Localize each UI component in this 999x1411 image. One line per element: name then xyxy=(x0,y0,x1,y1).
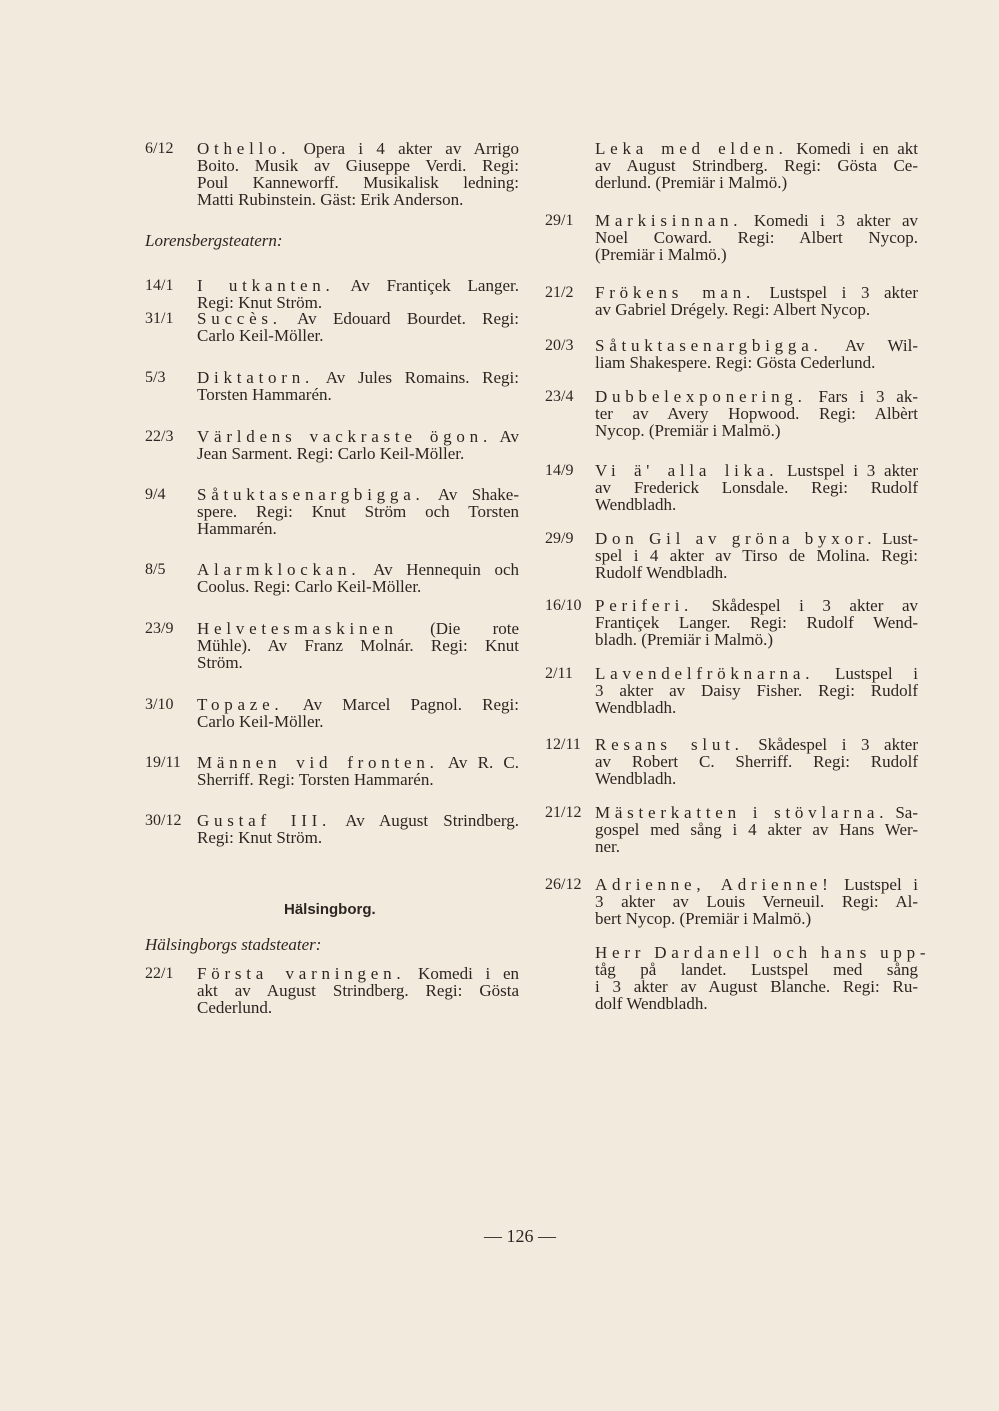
entry-text xyxy=(197,369,519,403)
entry-text xyxy=(197,140,519,208)
text-line xyxy=(595,961,918,978)
entry-description: 3 akter av Louis Verneuil. Regi: Al- xyxy=(595,892,918,911)
entry-description: Mühle). Av Franz Molnár. Regi: Knut xyxy=(197,636,519,655)
entry-description: Matti Rubinstein. Gäst: Erik Anderson. xyxy=(197,190,464,209)
entry-description: Komedi i en xyxy=(405,964,519,983)
text-line xyxy=(197,386,519,403)
entry-text xyxy=(595,943,931,1013)
play-title: Succès. xyxy=(197,309,282,328)
play-title: Världens vackraste ögon. xyxy=(197,427,492,446)
text-line xyxy=(595,631,918,648)
entry-description: Av Jules Romains. Regi: xyxy=(314,368,519,387)
text-line xyxy=(595,736,918,753)
play-title: Topaze. xyxy=(197,695,284,714)
text-line xyxy=(595,388,918,405)
text-line xyxy=(595,337,918,354)
entry-description: Av Shake- xyxy=(424,485,519,504)
entry-date: 21/12 xyxy=(545,804,582,821)
text-line xyxy=(197,965,519,982)
play-title: Mästerkatten i stövlarna. xyxy=(595,803,889,822)
entry-description: 3 akter av Daisy Fisher. Regi: Rudolf xyxy=(595,681,918,700)
text-line xyxy=(595,597,918,614)
text-line xyxy=(197,637,519,654)
entry-description: Komedi i 3 akter av xyxy=(742,211,918,230)
entry-date: 8/5 xyxy=(145,561,166,578)
text-line xyxy=(595,910,918,927)
text-line xyxy=(595,422,918,439)
entry-date: 29/9 xyxy=(545,530,574,547)
entry-date: 3/10 xyxy=(145,696,174,713)
entry-description: ner. xyxy=(595,837,621,856)
text-line xyxy=(197,486,519,503)
text-line xyxy=(595,876,918,893)
text-line xyxy=(197,277,519,294)
text-line xyxy=(197,310,519,327)
play-title: Frökens man. xyxy=(595,283,755,302)
text-line xyxy=(595,547,918,564)
entry-text xyxy=(595,140,918,191)
play-title: Markisinnan. xyxy=(595,211,743,230)
entry-text xyxy=(595,804,918,855)
entry-description: Komedi i en akt xyxy=(787,139,918,158)
text-line xyxy=(595,821,918,838)
entry-description: Boito. Musik av Giuseppe Verdi. Regi: xyxy=(197,156,519,175)
entry-text xyxy=(197,486,519,537)
text-line xyxy=(197,174,519,191)
entry-description: spel i 4 akter av Tirso de Molina. Regi: xyxy=(595,546,918,565)
entry-text xyxy=(595,388,918,439)
entry-text xyxy=(595,462,918,513)
text-line xyxy=(595,995,918,1012)
play-title: Adrienne, Adrienne! xyxy=(595,875,833,894)
play-title: Första varningen. xyxy=(197,964,406,983)
text-line xyxy=(197,191,519,208)
text-line xyxy=(595,770,918,787)
text-line xyxy=(197,829,519,846)
entry-description: Lust- xyxy=(876,529,918,548)
text-line xyxy=(197,140,519,157)
section-heading-halsingborgs-stadsteater: Hälsingborgs stadsteater: xyxy=(145,935,322,954)
text-line xyxy=(197,771,519,788)
text-line xyxy=(197,999,519,1016)
entry-description: Wendbladh. xyxy=(595,769,677,788)
text-line xyxy=(197,713,519,730)
entry-description: Lustspel i xyxy=(832,875,918,894)
entry-text xyxy=(595,736,918,787)
entry-description: spere. Regi: Knut Ström och Torsten xyxy=(197,502,519,521)
play-title: Othello. xyxy=(197,139,291,158)
text-line xyxy=(197,696,519,713)
entry-date: 6/12 xyxy=(145,140,174,157)
text-line xyxy=(595,479,918,496)
entry-description: Frantiçek Langer. Regi: Rudolf Wend- xyxy=(595,613,918,632)
text-line xyxy=(595,530,918,547)
entry-date: 30/12 xyxy=(145,812,182,829)
entry-text xyxy=(595,337,918,371)
entry-description: liam Shakespere. Regi: Gösta Cederlund. xyxy=(595,353,876,372)
entry-description: Wendbladh. xyxy=(595,495,677,514)
text-line xyxy=(595,614,918,631)
entry-description: akt av August Strindberg. Regi: Gösta xyxy=(197,981,519,1000)
entry-description: gospel med sång i 4 akter av Hans Wer- xyxy=(595,820,918,839)
entry-text xyxy=(595,284,918,318)
entry-text xyxy=(197,561,519,595)
entry-text xyxy=(197,428,519,462)
entry-date: 2/11 xyxy=(545,665,573,682)
entry-description: Regi: Knut Ström. xyxy=(197,293,323,312)
entry-description: (Premiär i Malmö.) xyxy=(595,245,727,264)
entry-date: 23/9 xyxy=(145,620,174,637)
entry-date: 9/4 xyxy=(145,486,166,503)
entry-description: Skådespel i 3 akter xyxy=(743,735,918,754)
play-title: Alarmklockan. xyxy=(197,560,361,579)
play-title: Såtuktasenargbigga. xyxy=(595,336,823,355)
entry-description: Av Wil- xyxy=(822,336,918,355)
play-title: Resans slut. xyxy=(595,735,744,754)
entry-text xyxy=(595,597,918,648)
entry-date: 14/1 xyxy=(145,277,174,294)
entry-text xyxy=(595,665,918,716)
section-heading-lorensbergsteatern: Lorensbergsteatern: xyxy=(145,231,283,250)
text-line xyxy=(595,301,918,318)
text-line xyxy=(197,428,519,445)
entry-description: Av Marcel Pagnol. Regi: xyxy=(283,695,519,714)
text-line xyxy=(595,496,918,513)
text-line xyxy=(595,462,918,479)
text-line xyxy=(197,754,519,771)
text-line xyxy=(595,157,918,174)
text-line xyxy=(197,578,519,595)
entry-description: Sa- xyxy=(888,803,918,822)
entry-date: 5/3 xyxy=(145,369,166,386)
text-line xyxy=(197,520,519,537)
text-line xyxy=(595,978,918,995)
entry-description: av August Strindberg. Regi: Gösta Ce- xyxy=(595,156,918,175)
entry-description: av Gabriel Drégely. Regi: Albert Nycop. xyxy=(595,300,871,319)
play-title: Don Gil av gröna byxor. xyxy=(595,529,877,548)
entry-description: Hammarén. xyxy=(197,519,277,538)
play-title: Diktatorn. xyxy=(197,368,315,387)
text-line xyxy=(595,212,918,229)
text-line xyxy=(197,327,519,344)
entry-description: Av R. C. xyxy=(438,753,519,772)
text-line xyxy=(595,354,918,371)
text-line xyxy=(595,174,918,191)
entry-description: Poul Kanneworff. Musikalisk ledning: xyxy=(197,173,519,192)
entry-text xyxy=(197,620,519,671)
entry-description: Av xyxy=(491,427,520,446)
entry-description: Wendbladh. xyxy=(595,698,677,717)
entry-description: av Robert C. Sherriff. Regi: Rudolf xyxy=(595,752,918,771)
text-line xyxy=(595,682,918,699)
play-title: Herr Dardanell och hans upp- xyxy=(595,943,931,962)
entry-text xyxy=(197,965,519,1016)
text-line xyxy=(595,405,918,422)
text-line xyxy=(595,140,918,157)
entry-date: 20/3 xyxy=(545,337,574,354)
text-line xyxy=(197,620,519,637)
play-title: Männen vid fronten. xyxy=(197,753,439,772)
entry-date: 29/1 xyxy=(545,212,574,229)
entry-description: Opera i 4 akter av Arrigo xyxy=(290,139,519,158)
play-title: Gustaf III. xyxy=(197,811,332,830)
entry-description: Cederlund. xyxy=(197,998,273,1017)
text-line xyxy=(595,564,918,581)
entry-description: Noel Coward. Regi: Albert Nycop. xyxy=(595,228,918,247)
text-line xyxy=(197,654,519,671)
entry-description: Skådespel i 3 akter av xyxy=(693,596,918,615)
entry-text xyxy=(197,754,519,788)
entry-description: Torsten Hammarén. xyxy=(197,385,332,404)
entry-text xyxy=(197,277,519,311)
text-line xyxy=(197,157,519,174)
text-line xyxy=(595,699,918,716)
text-line xyxy=(595,893,918,910)
entry-description: tåg på landet. Lustspel med sång xyxy=(595,960,918,979)
entry-description: Carlo Keil-Möller. xyxy=(197,326,324,345)
text-line xyxy=(197,445,519,462)
play-title: Dubbelexponering. xyxy=(595,387,807,406)
text-line xyxy=(197,561,519,578)
entry-description: bladh. (Premiär i Malmö.) xyxy=(595,630,773,649)
entry-description: Regi: Knut Ström. xyxy=(197,828,323,847)
entry-date: 22/3 xyxy=(145,428,174,445)
page-number: — 126 — xyxy=(484,1226,556,1246)
entry-text xyxy=(197,696,519,730)
entry-date: 12/11 xyxy=(545,736,581,753)
entry-text xyxy=(595,212,918,263)
text-line xyxy=(197,503,519,520)
play-title: I utkanten. xyxy=(197,276,335,295)
play-title: Periferi. xyxy=(595,596,694,615)
entry-description: dolf Wendbladh. xyxy=(595,994,708,1013)
entry-description: Jean Sarment. Regi: Carlo Keil-Möller. xyxy=(197,444,465,463)
text-line xyxy=(595,665,918,682)
entry-description: Lustspel i 3 akter xyxy=(778,461,919,480)
entry-description: derlund. (Premiär i Malmö.) xyxy=(595,173,788,192)
entry-description: av Frederick Lonsdale. Regi: Rudolf xyxy=(595,478,918,497)
entry-description: Carlo Keil-Möller. xyxy=(197,712,324,731)
entry-date: 22/1 xyxy=(145,965,174,982)
city-heading-halsingborg: Hälsingborg. xyxy=(284,901,376,918)
entry-description: ter av Avery Hopwood. Regi: Albèrt xyxy=(595,404,918,423)
entry-date: 16/10 xyxy=(545,597,582,614)
entry-description: (Die rote xyxy=(397,619,519,638)
entry-description: Av Hennequin och xyxy=(360,560,519,579)
play-title: Vi ä' alla lika. xyxy=(595,461,779,480)
entry-description: Av Frantiçek Langer. xyxy=(334,276,519,295)
play-title: Helvetesmaskinen xyxy=(197,619,398,638)
entry-date: 21/2 xyxy=(545,284,574,301)
entry-description: Rudolf Wendbladh. xyxy=(595,563,728,582)
entry-description: Sherriff. Regi: Torsten Hammarén. xyxy=(197,770,434,789)
entry-text xyxy=(197,310,519,344)
text-line xyxy=(595,943,931,962)
play-title: Såtuktasenargbigga. xyxy=(197,485,425,504)
play-title: Leka med elden. xyxy=(595,139,788,158)
entry-description: Lustspel i 3 akter xyxy=(754,283,918,302)
entry-text xyxy=(595,876,918,927)
entry-date: 26/12 xyxy=(545,876,582,893)
text-line xyxy=(197,369,519,386)
text-line xyxy=(595,246,918,263)
entry-description: Lustspel i xyxy=(814,664,918,683)
entry-description: Coolus. Regi: Carlo Keil-Möller. xyxy=(197,577,422,596)
entry-text xyxy=(595,530,918,581)
text-line xyxy=(197,812,519,829)
entry-date: 31/1 xyxy=(145,310,174,327)
text-line xyxy=(595,838,918,855)
text-line xyxy=(595,229,918,246)
text-line xyxy=(595,284,918,301)
entry-description: i 3 akter av August Blanche. Regi: Ru- xyxy=(595,977,918,996)
entry-description: Av Edouard Bourdet. Regi: xyxy=(281,309,519,328)
entry-text xyxy=(197,812,519,846)
entry-date: 23/4 xyxy=(545,388,574,405)
entry-description: Av August Strindberg. xyxy=(331,811,520,830)
entry-description: Ström. xyxy=(197,653,243,672)
text-line xyxy=(197,982,519,999)
entry-description: bert Nycop. (Premiär i Malmö.) xyxy=(595,909,812,928)
entry-date: 19/11 xyxy=(145,754,181,771)
entry-description: Fars i 3 ak- xyxy=(806,387,918,406)
text-line xyxy=(595,804,918,821)
entry-description: Nycop. (Premiär i Malmö.) xyxy=(595,421,781,440)
text-line xyxy=(595,753,918,770)
entry-date: 14/9 xyxy=(545,462,574,479)
play-title: Lavendelfröknarna. xyxy=(595,664,815,683)
